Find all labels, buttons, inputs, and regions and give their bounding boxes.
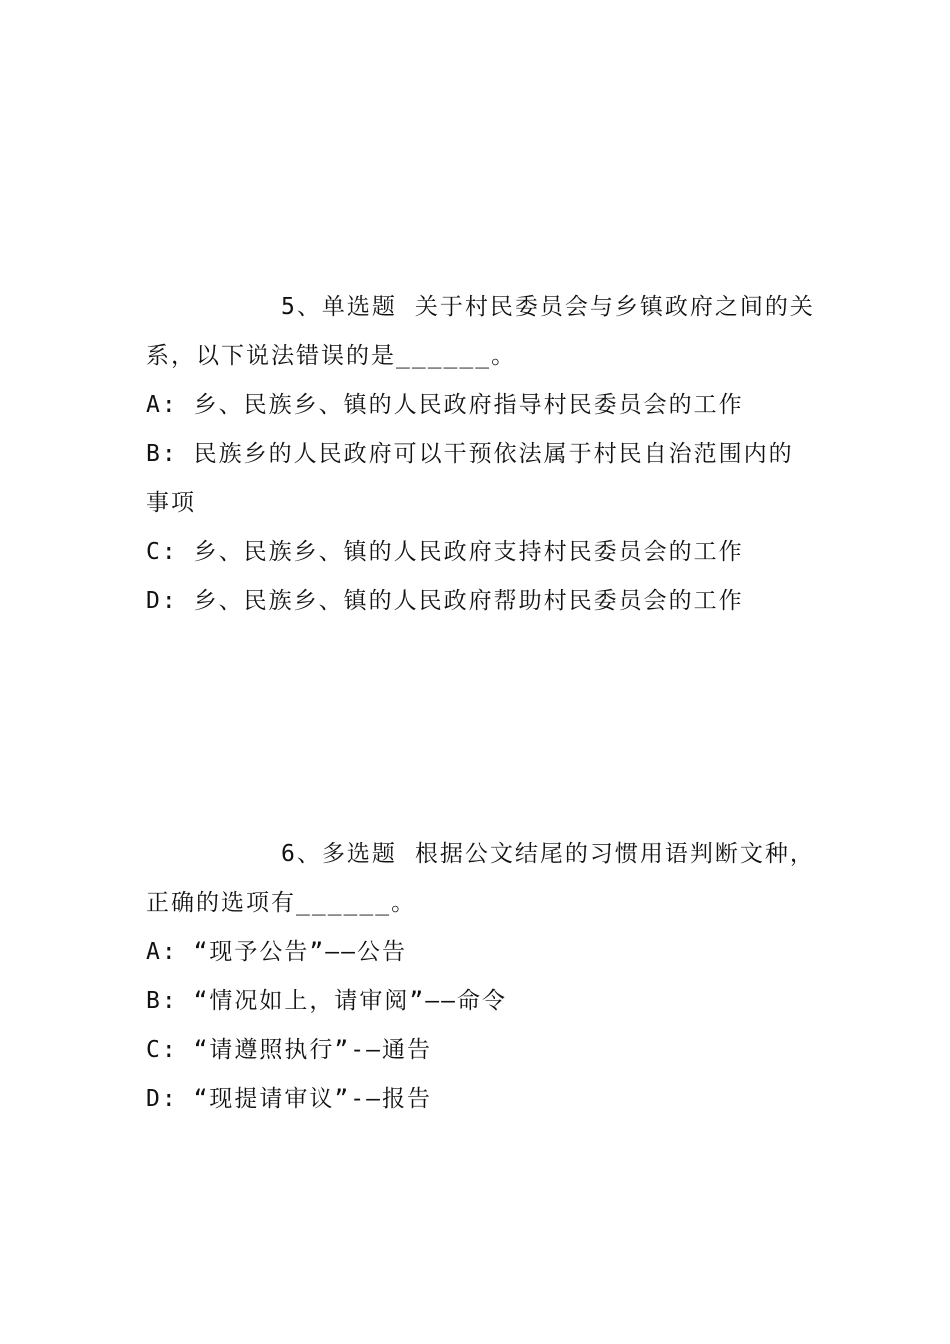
question-6 xyxy=(146,830,816,1124)
question-5 xyxy=(146,283,816,626)
question-stem xyxy=(146,830,816,928)
option-a: A: “现予公告”——公告 xyxy=(146,939,407,965)
question-stem xyxy=(146,283,816,381)
option-c: C: “请遵照执行”-—通告 xyxy=(146,1037,432,1063)
question-text: 根据公文结尾的习惯用语判断文种，正确的选项有______。 xyxy=(146,841,815,916)
question-type: 单选题 xyxy=(321,294,397,320)
option-c: C: 乡、民族乡、镇的人民政府支持村民委员会的工作 xyxy=(146,539,744,565)
option-d: D: “现提请审议”-—报告 xyxy=(146,1086,432,1112)
option-a: A: 乡、民族乡、镇的人民政府指导村民委员会的工作 xyxy=(146,392,744,418)
option-d: D: 乡、民族乡、镇的人民政府帮助村民委员会的工作 xyxy=(146,588,744,614)
question-number: 6、 xyxy=(281,841,322,867)
option-b: B: “情况如上，请审阅”——命令 xyxy=(146,988,507,1014)
option-b: B: 民族乡的人民政府可以干预依法属于村民自治范围内的事项 xyxy=(146,441,794,516)
question-number: 5、 xyxy=(281,294,322,320)
question-text: 关于村民委员会与乡镇政府之间的关系，以下说法错误的是______。 xyxy=(146,294,815,369)
question-type: 多选题 xyxy=(321,841,397,867)
